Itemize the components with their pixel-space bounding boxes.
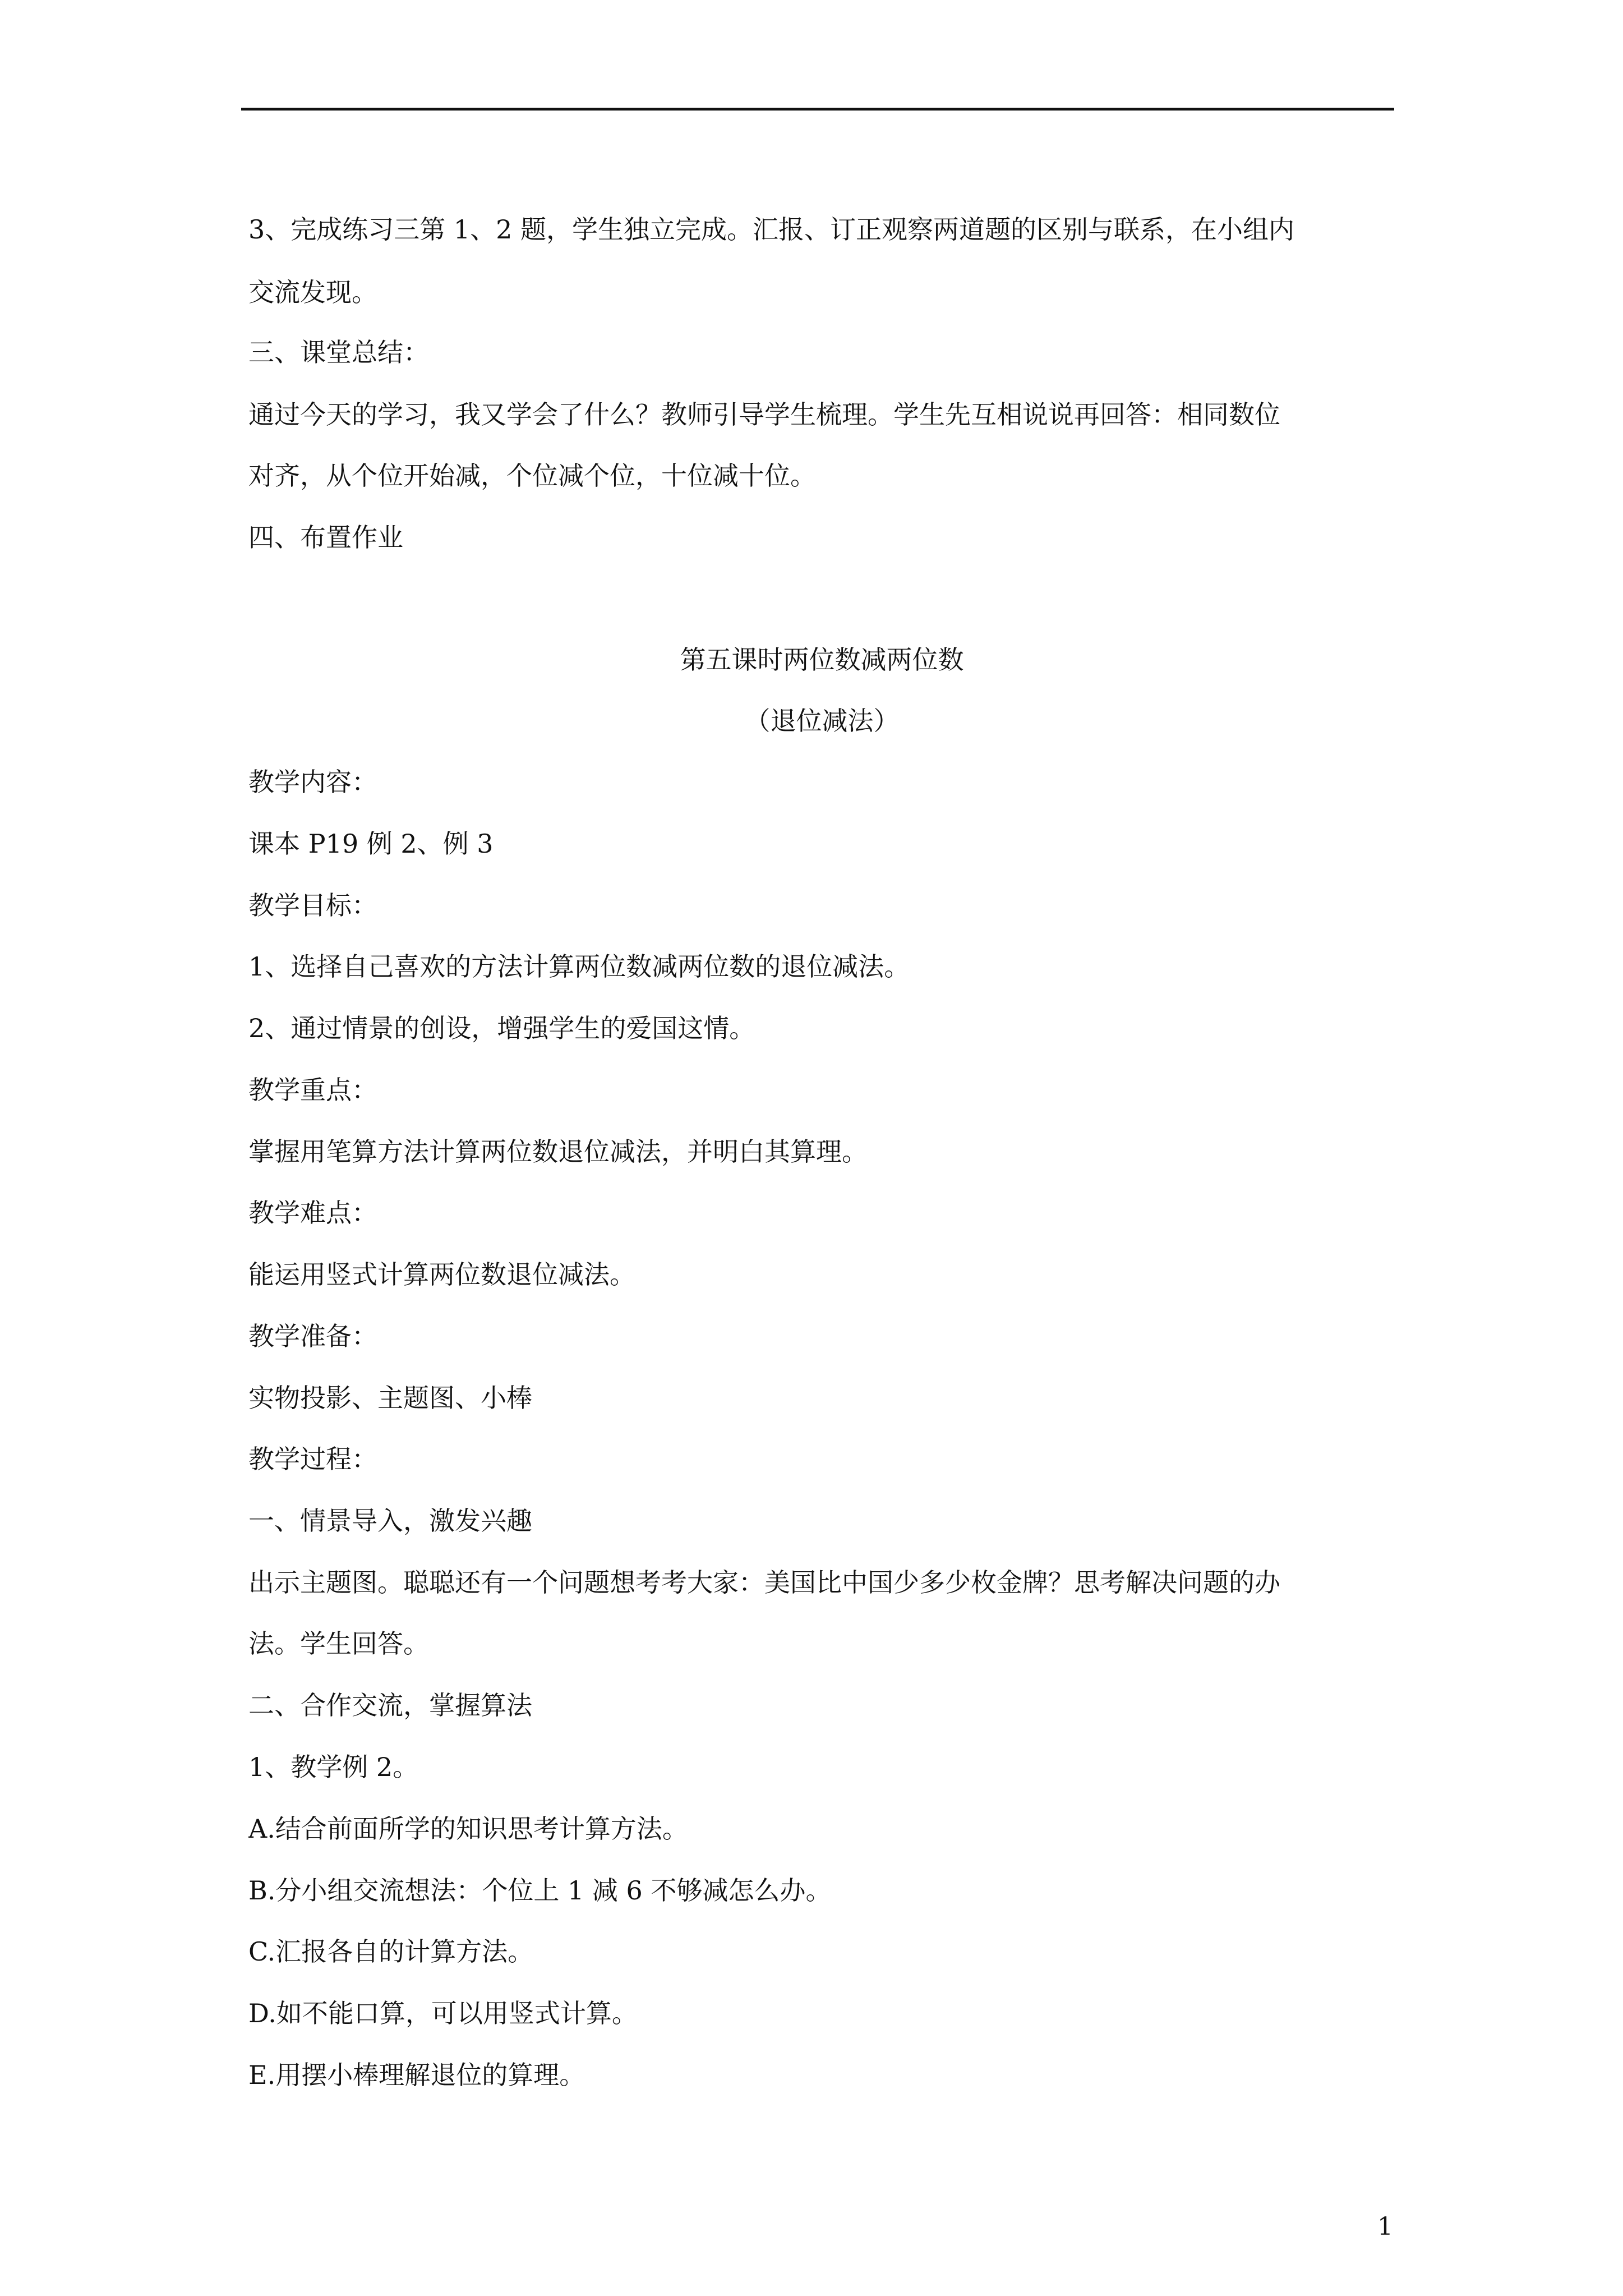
paragraph-line: 交流发现。 [248,277,377,307]
paragraph-line: 实物投影、主题图、小棒 [248,1383,532,1413]
paragraph-line: 3、完成练习三第 1、2 题，学生独立完成。汇报、订正观察两道题的区别与联系，在小组内 [248,214,1295,245]
header-rule [241,108,1394,111]
label-heading: 教学过程： [248,1444,377,1474]
lesson-subtitle: （退位减法） [744,706,900,736]
paragraph-line: 法。学生回答。 [248,1628,429,1659]
list-item: D.如不能口算，可以用竖式计算。 [248,1998,638,2028]
section-heading: 一、情景导入，激发兴趣 [248,1506,532,1536]
label-heading: 教学内容： [248,767,377,797]
paragraph-line: 对齐，从个位开始减，个位减个位，十位减十位。 [248,461,816,491]
section-heading: 二、合作交流，掌握算法 [248,1690,532,1720]
lesson-title: 第五课时两位数减两位数 [680,645,964,675]
section-heading: 四、布置作业 [248,522,403,553]
paragraph-line: 2、通过情景的创设，增强学生的爱国这情。 [248,1013,755,1043]
section-heading: 三、课堂总结： [248,337,429,367]
paragraph-line: 1、选择自己喜欢的方法计算两位数减两位数的退位减法。 [248,951,910,982]
list-item: B.分小组交流想法：个位上 1 减 6 不够减怎么办。 [248,1875,832,1906]
paragraph-line: 能运用竖式计算两位数退位减法。 [248,1259,635,1290]
paragraph-line: 掌握用笔算方法计算两位数退位减法，并明白其算理。 [248,1137,868,1167]
paragraph-line: 出示主题图。聪聪还有一个问题想考考大家：美国比中国少多少枚金牌？思考解决问题的办 [248,1567,1280,1598]
paragraph-line: 1、教学例 2。 [248,1752,419,1782]
paragraph-line: 通过今天的学习，我又学会了什么？教师引导学生梳理。学生先互相说说再回答：相同数位 [248,399,1280,430]
list-item: C.汇报各自的计算方法。 [248,1936,534,1967]
label-heading: 教学重点： [248,1075,377,1105]
label-heading: 教学准备： [248,1321,377,1351]
label-heading: 教学目标： [248,890,377,921]
list-item: A.结合前面所学的知识思考计算方法。 [248,1814,688,1844]
list-item: E.用摆小棒理解退位的算理。 [248,2060,585,2090]
paragraph-line: 课本 P19 例 2、例 3 [248,829,494,859]
label-heading: 教学难点： [248,1198,377,1228]
page-number: 1 [1377,2212,1393,2241]
